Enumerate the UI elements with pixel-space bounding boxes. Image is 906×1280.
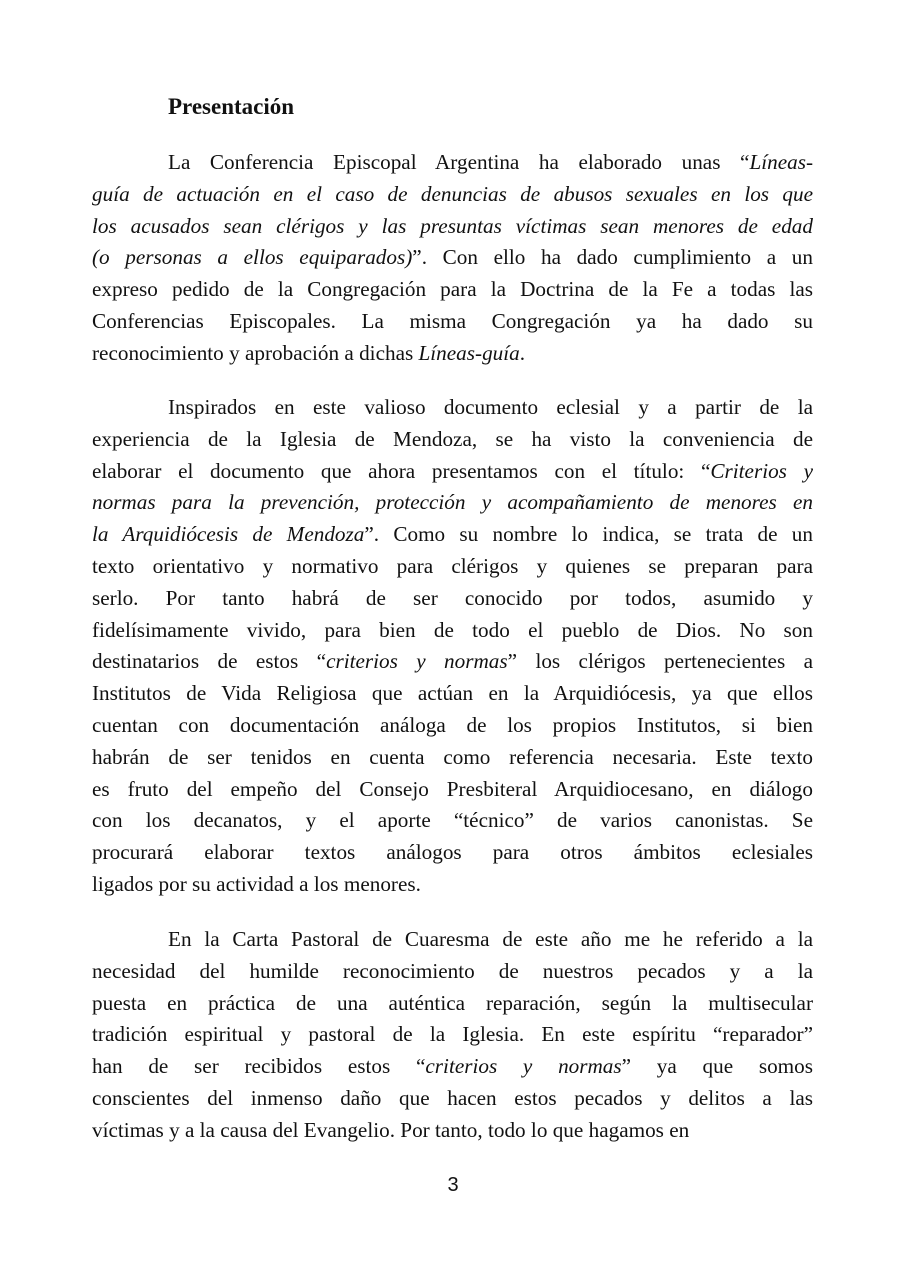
text-segment: reconocimiento y aprobación a dichas [92,340,419,365]
text-segment: cuentan con documentación análoga de los propios Institutos, si bien [92,712,813,737]
text-segment: habrán de ser tenidos en cuenta como referencia necesaria. Este texto [92,744,813,769]
text-segment: experiencia de la Iglesia de Mendoza, se ha visto la conveniencia de [92,426,813,451]
text-line [92,179,813,211]
text-line [92,742,813,774]
text-segment: destinatarios de estos “ [92,649,327,674]
text-line [92,869,813,901]
text-segment: La Conferencia Episcopal Argentina ha elaborado unas “ [168,150,750,174]
italic-text: normas para la prevención, protección y acompañamiento de menores en [92,490,813,515]
text-line [92,805,813,837]
text-line [92,147,813,179]
text-line [92,583,813,615]
text-segment: ” los clérigos pertenecientes a [507,649,813,674]
text-segment: con los decanatos, y el aporte “técnico” de varios canonistas. Se [92,808,813,833]
text-line [92,678,813,710]
text-segment: texto orientativo y normativo para clérigos y quienes se preparan para [92,553,813,578]
text-line [92,211,813,243]
paragraph-3 [92,924,813,1147]
text-line [92,306,813,338]
text-segment: tradición espiritual y pastoral de la Iglesia. En este espíritu “reparador” [92,1022,813,1047]
text-line [92,392,813,424]
text-segment: Conferencias Episcopales. La misma Congregación ya ha dado su [92,308,813,333]
text-segment: necesidad del humilde reconocimiento de nuestros pecados y a la [92,958,813,983]
text-segment: procurará elaborar textos análogos para otros ámbitos eclesiales [92,840,813,865]
text-line [92,646,813,678]
text-line [92,1115,813,1147]
text-segment: puesta en práctica de una auténtica reparación, según la multisecular [92,990,813,1015]
italic-text: criterios y normas [425,1054,622,1079]
text-segment: serlo. Por tanto habrá de ser conocido por todos, asumido y [92,585,813,610]
text-segment: Institutos de Vida Religiosa que actúan en la Arquidiócesis, ya que ellos [92,681,813,706]
text-segment: han de ser recibidos estos “ [92,1054,426,1079]
text-line [92,519,813,551]
italic-text: la Arquidiócesis de Mendoza [92,522,365,547]
text-segment: En la Carta Pastoral de Cuaresma de este año me he referido a la [168,927,813,951]
text-segment: . [519,340,526,365]
text-line [92,988,813,1020]
text-line [92,424,813,456]
text-line [92,487,813,519]
text-line [92,774,813,806]
text-line [92,1051,813,1083]
text-line [92,956,813,988]
italic-text: Líneas-guía [418,340,520,365]
text-line [92,924,813,956]
paragraph-1 [92,147,813,370]
text-segment: conscientes del inmenso daño que hacen estos pecados y delitos a las [92,1085,813,1110]
text-line [92,1019,813,1051]
text-line [92,242,813,274]
italic-text: guía de actuación en el caso de denuncias de abusos sexuales en los que [92,181,813,206]
section-title: Presentación [168,94,295,119]
text-line [92,837,813,869]
text-segment: ligados por su actividad a los menores. [92,871,421,896]
text-line [92,274,813,306]
text-segment: fidelísimamente vivido, para bien de todo el pueblo de Dios. No son [92,617,813,642]
page-number: 3 [447,1174,459,1196]
text-segment: ” ya que somos [621,1054,813,1079]
text-segment: ”. Como su nombre lo indica, se trata de un [364,522,813,547]
text-line [92,1083,813,1115]
text-segment: expreso pedido de la Congregación para la Doctrina de la Fe a todas las [92,277,813,302]
text-line [92,710,813,742]
italic-text: Líneas- [749,150,813,174]
paragraph-2 [92,392,813,901]
italic-text: (o personas a ellos equiparados) [92,245,413,270]
text-segment: es fruto del empeño del Consejo Presbiteral Arquidiocesano, en diálogo [92,776,813,801]
text-line [92,338,813,370]
text-segment: ”. Con ello ha dado cumplimiento a un [412,245,813,270]
text-line [92,615,813,647]
text-segment: elaborar el documento que ahora presentamos con el título: “ [92,458,711,483]
italic-text: los acusados sean clérigos y las presuntas víctimas sean menores de edad [92,213,813,238]
text-line [92,456,813,488]
italic-text: criterios y normas [326,649,508,674]
text-line [92,551,813,583]
text-segment: Inspirados en este valioso documento eclesial y a partir de la [168,395,813,419]
text-segment: víctimas y a la causa del Evangelio. Por tanto, todo lo que hagamos en [92,1117,690,1142]
italic-text: Criterios y [710,458,813,483]
